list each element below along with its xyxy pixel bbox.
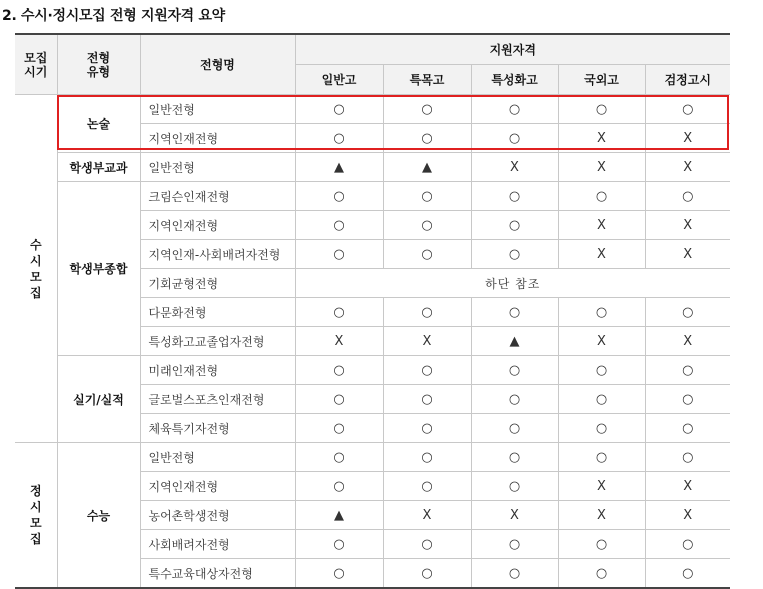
qualification-mark-cell: ○: [471, 298, 558, 327]
qualification-mark-cell: ○: [383, 298, 471, 327]
qualification-mark-cell: ○: [558, 95, 645, 124]
admission-name-cell: 농어촌학생전형: [140, 501, 295, 530]
qualification-mark-cell: X: [645, 211, 730, 240]
qualification-mark-cell: ○: [295, 530, 383, 559]
qualification-mark-cell: ○: [383, 211, 471, 240]
qualification-mark-cell: ○: [295, 211, 383, 240]
qualification-mark-cell: ○: [558, 530, 645, 559]
header-col-vocational: 특성화고: [471, 65, 558, 95]
header-col-ged: 검정고시: [645, 65, 730, 95]
qualification-mark-cell: ○: [471, 182, 558, 211]
qualification-mark-cell: X: [558, 240, 645, 269]
qualification-mark-cell: X: [558, 327, 645, 356]
qualification-table: [15, 33, 730, 589]
table-row: [15, 182, 730, 211]
admission-name-cell: 지역인재전형: [140, 124, 295, 153]
table-row: [15, 95, 730, 124]
admission-name-cell: 사회배려자전형: [140, 530, 295, 559]
admission-name-cell: 일반전형: [140, 95, 295, 124]
qualification-mark-cell: ○: [383, 472, 471, 501]
qualification-mark-cell: ○: [471, 356, 558, 385]
qualification-mark-cell: ○: [295, 385, 383, 414]
qualification-mark-cell: ○: [471, 443, 558, 472]
header-type: 전형 유형: [57, 34, 140, 95]
period-cell: 수 시 모 집: [15, 95, 57, 443]
admission-name-cell: 특성화고교졸업자전형: [140, 327, 295, 356]
qualification-mark-cell: ○: [471, 530, 558, 559]
qualification-mark-cell: ○: [383, 356, 471, 385]
qualification-mark-cell: X: [471, 153, 558, 182]
type-cell: 학생부교과: [57, 153, 140, 182]
table-row: [15, 443, 730, 472]
admission-name-cell: 일반전형: [140, 443, 295, 472]
qualification-mark-cell: X: [645, 327, 730, 356]
table-row: [15, 356, 730, 385]
qualification-mark-cell: ○: [383, 182, 471, 211]
admission-name-cell: 미래인재전형: [140, 356, 295, 385]
qualification-mark-cell: ○: [295, 472, 383, 501]
qualification-mark-cell: ○: [295, 124, 383, 153]
qualification-mark-cell: ○: [383, 95, 471, 124]
admission-name-cell: 크림슨인재전형: [140, 182, 295, 211]
qualification-mark-cell: ○: [645, 443, 730, 472]
qualification-mark-cell: X: [645, 501, 730, 530]
qualification-mark-cell: ○: [558, 559, 645, 589]
qualification-mark-cell: ○: [558, 182, 645, 211]
qualification-mark-cell: X: [471, 501, 558, 530]
header-name: 전형명: [140, 34, 295, 95]
qualification-mark-cell: ○: [295, 356, 383, 385]
admission-name-cell: 체육특기자전형: [140, 414, 295, 443]
qualification-mark-cell: X: [383, 327, 471, 356]
period-cell: 정 시 모 집: [15, 443, 57, 589]
table-row: [15, 153, 730, 182]
qualification-mark-cell: ▲: [383, 153, 471, 182]
note-cell: 하단 참조: [295, 269, 730, 298]
header-period: 모집 시기: [15, 34, 57, 95]
qualification-mark-cell: ○: [645, 95, 730, 124]
qualification-mark-cell: ○: [383, 559, 471, 589]
qualification-mark-cell: ○: [558, 298, 645, 327]
qualification-mark-cell: ○: [295, 95, 383, 124]
header-col-overseas: 국외고: [558, 65, 645, 95]
header-qualification: 지원자격: [295, 34, 730, 65]
qualification-mark-cell: ○: [471, 211, 558, 240]
qualification-mark-cell: X: [645, 153, 730, 182]
admission-name-cell: 글로벌스포츠인재전형: [140, 385, 295, 414]
qualification-mark-cell: X: [558, 124, 645, 153]
type-cell: 논술: [57, 95, 140, 153]
qualification-mark-cell: ○: [471, 95, 558, 124]
qualification-mark-cell: ○: [558, 385, 645, 414]
qualification-mark-cell: ▲: [471, 327, 558, 356]
qualification-mark-cell: ○: [383, 385, 471, 414]
admission-name-cell: 다문화전형: [140, 298, 295, 327]
qualification-mark-cell: ○: [645, 530, 730, 559]
type-cell: 학생부종합: [57, 182, 140, 356]
qualification-mark-cell: ○: [558, 443, 645, 472]
type-cell: 실기/실적: [57, 356, 140, 443]
qualification-mark-cell: X: [558, 153, 645, 182]
qualification-mark-cell: ○: [383, 414, 471, 443]
qualification-mark-cell: ○: [645, 559, 730, 589]
admission-name-cell: 기회균형전형: [140, 269, 295, 298]
qualification-mark-cell: X: [295, 327, 383, 356]
qualification-mark-cell: X: [383, 501, 471, 530]
qualification-mark-cell: ▲: [295, 501, 383, 530]
qualification-mark-cell: ▲: [295, 153, 383, 182]
qualification-mark-cell: ○: [471, 414, 558, 443]
qualification-mark-cell: X: [558, 501, 645, 530]
qualification-mark-cell: X: [645, 472, 730, 501]
qualification-mark-cell: X: [645, 240, 730, 269]
section-title: 2. 수시·정시모집 전형 지원자격 요약: [2, 8, 225, 24]
qualification-mark-cell: ○: [645, 356, 730, 385]
qualification-mark-cell: ○: [383, 240, 471, 269]
qualification-mark-cell: ○: [558, 356, 645, 385]
qualification-mark-cell: ○: [383, 443, 471, 472]
type-cell: 수능: [57, 443, 140, 589]
qualification-mark-cell: X: [645, 124, 730, 153]
qualification-mark-cell: ○: [295, 240, 383, 269]
qualification-mark-cell: ○: [471, 472, 558, 501]
qualification-mark-cell: ○: [645, 414, 730, 443]
admission-name-cell: 특수교육대상자전형: [140, 559, 295, 589]
qualification-mark-cell: ○: [558, 414, 645, 443]
admission-name-cell: 일반전형: [140, 153, 295, 182]
qualification-mark-cell: ○: [295, 414, 383, 443]
qualification-mark-cell: ○: [645, 182, 730, 211]
qualification-mark-cell: ○: [383, 124, 471, 153]
qualification-mark-cell: X: [558, 472, 645, 501]
qualification-mark-cell: X: [558, 211, 645, 240]
table-body: [15, 95, 730, 589]
admission-name-cell: 지역인재전형: [140, 211, 295, 240]
qualification-mark-cell: ○: [471, 385, 558, 414]
qualification-mark-cell: ○: [295, 298, 383, 327]
qualification-mark-cell: ○: [471, 124, 558, 153]
admission-name-cell: 지역인재-사회배려자전형: [140, 240, 295, 269]
qualification-mark-cell: ○: [383, 530, 471, 559]
header-col-general: 일반고: [295, 65, 383, 95]
qualification-mark-cell: ○: [645, 385, 730, 414]
admission-name-cell: 지역인재전형: [140, 472, 295, 501]
qualification-mark-cell: ○: [295, 443, 383, 472]
header-col-special-purpose: 특목고: [383, 65, 471, 95]
qualification-mark-cell: ○: [471, 559, 558, 589]
qualification-mark-cell: ○: [471, 240, 558, 269]
qualification-mark-cell: ○: [295, 182, 383, 211]
qualification-mark-cell: ○: [295, 559, 383, 589]
qualification-mark-cell: ○: [645, 298, 730, 327]
